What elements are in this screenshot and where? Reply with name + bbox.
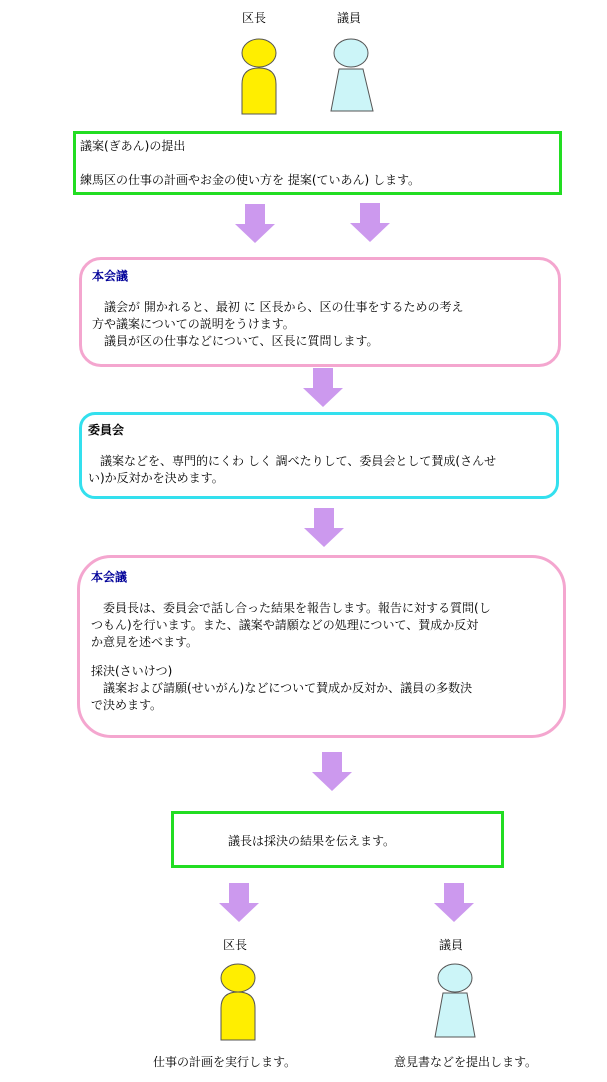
plenary-title-1: 本会議 bbox=[92, 269, 129, 283]
plenary2-line2: つもん)を行います。また、議案や請願などの処理について、賛成か反対 bbox=[91, 618, 479, 632]
committee-line1: 議案などを、専門的にくわ しく 調べたりして、委員会として賛成(さんせ bbox=[88, 454, 497, 468]
plenary-session-box-1 bbox=[79, 257, 561, 367]
plenary-title-2: 本会議 bbox=[91, 570, 128, 584]
plenary2-line4: 採決(さいけつ) bbox=[91, 664, 173, 678]
down-arrow-icon bbox=[433, 883, 475, 923]
member-person-icon bbox=[431, 962, 479, 1042]
bottom-member-label: 議員 bbox=[439, 938, 464, 952]
committee-title: 委員会 bbox=[88, 423, 125, 437]
plenary1-line2: 方や議案についての説明をうけます。 bbox=[92, 317, 295, 331]
plenary-session-box-2 bbox=[77, 555, 566, 738]
down-arrow-icon bbox=[218, 883, 260, 923]
down-arrow-icon bbox=[302, 368, 344, 408]
proposal-box bbox=[73, 131, 562, 195]
top-member-label: 議員 bbox=[337, 11, 362, 25]
committee-line2: い)か反対かを決めます。 bbox=[88, 471, 224, 485]
mayor-person-icon bbox=[238, 36, 284, 116]
proposal-title: 議案(ぎあん)の提出 bbox=[80, 139, 186, 153]
plenary2-line5: 議案および請願(せいがん)などについて賛成か反対か、議員の多数決 bbox=[91, 681, 473, 695]
result-box bbox=[171, 811, 504, 868]
member-action-text: 意見書などを提出します。 bbox=[394, 1055, 538, 1069]
result-text: 議長は採決の結果を伝えます。 bbox=[228, 834, 396, 848]
committee-box bbox=[79, 412, 559, 499]
plenary1-line3: 議員が区の仕事などについて、区長に質問します。 bbox=[92, 334, 379, 348]
plenary1-line1: 議会が 開かれると、最初 に 区長から、区の仕事をするための考え bbox=[92, 300, 464, 314]
proposal-text: 練馬区の仕事の計画やお金の使い方を 提案(ていあん) します。 bbox=[80, 173, 421, 187]
member-person-icon bbox=[330, 36, 378, 116]
plenary2-line1: 委員長は、委員会で話し合った結果を報告します。報告に対する質問(し bbox=[91, 601, 491, 615]
down-arrow-icon bbox=[234, 204, 276, 244]
down-arrow-icon bbox=[349, 203, 391, 243]
top-mayor-label: 区長 bbox=[242, 11, 267, 25]
bottom-mayor-label: 区長 bbox=[223, 938, 248, 952]
mayor-action-text: 仕事の計画を実行します。 bbox=[153, 1055, 297, 1069]
down-arrow-icon bbox=[303, 508, 345, 548]
down-arrow-icon bbox=[311, 752, 353, 792]
plenary2-line6: で決めます。 bbox=[91, 698, 163, 712]
mayor-person-icon bbox=[217, 962, 263, 1042]
plenary2-line3: か意見を述べます。 bbox=[91, 635, 199, 649]
